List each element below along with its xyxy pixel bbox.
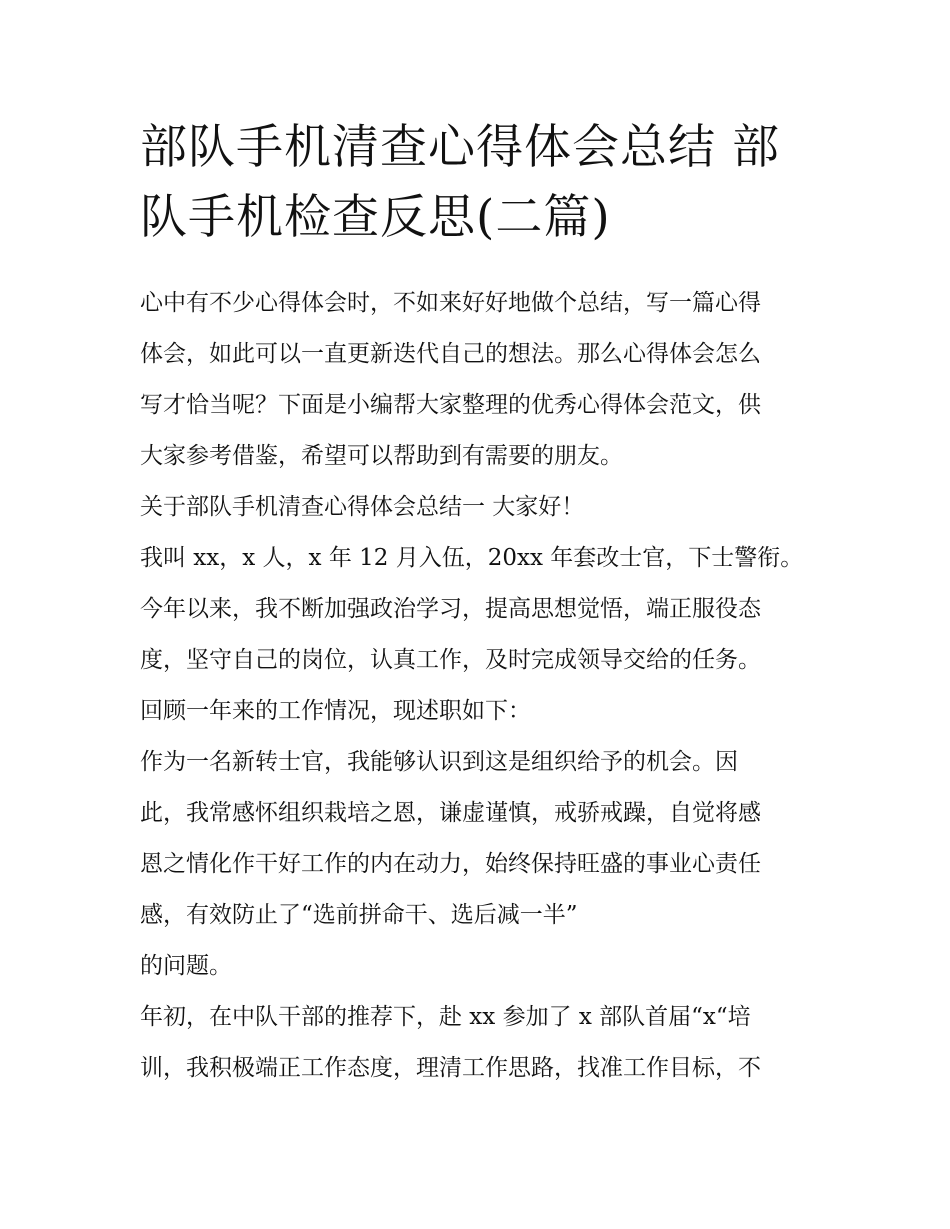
body-line: 度，坚守自己的岗位，认真工作，及时完成领导交给的任务。 bbox=[140, 647, 761, 673]
body-line: 感，有效防止了“选前拼命干、选后减一半” bbox=[140, 902, 578, 928]
body-line: 写才恰当呢？下面是小编帮大家整理的优秀心得体会范文，供 bbox=[140, 392, 761, 418]
body-line: 大家参考借鉴，希望可以帮助到有需要的朋友。 bbox=[140, 443, 623, 469]
body-line: 作为一名新转士官，我能够认识到这是组织给予的机会。因 bbox=[140, 749, 738, 775]
body-line: 年初，在中队干部的推荐下，赴 xx 参加了 x 部队首届“x“培 bbox=[140, 1004, 751, 1030]
body-line: 回顾一年来的工作情况，现述职如下： bbox=[140, 698, 531, 724]
body-line: 心中有不少心得体会时，不如来好好地做个总结，写一篇心得 bbox=[140, 290, 761, 316]
body-line: 的问题。 bbox=[140, 953, 232, 979]
body-line: 今年以来，我不断加强政治学习，提高思想觉悟，端正服役态 bbox=[140, 596, 761, 622]
body-line: 我叫 xx，x 人，x 年 12 月入伍，20xx 年套改士官，下士警衔。 bbox=[140, 545, 804, 571]
body-line: 恩之情化作干好工作的内在动力，始终保持旺盛的事业心责任 bbox=[140, 851, 761, 877]
body-line: 训，我积极端正工作态度，理清工作思路，找准工作目标，不 bbox=[140, 1055, 761, 1081]
document-title bbox=[140, 113, 820, 253]
document-body bbox=[140, 278, 820, 1094]
title-line: 部队手机清查心得体会总结 部 bbox=[140, 120, 780, 175]
title-line: 队手机检查反思(二篇) bbox=[140, 190, 611, 245]
body-line: 体会，如此可以一直更新迭代自己的想法。那么心得体会怎么 bbox=[140, 341, 761, 367]
section-heading-line: 关于部队手机清查心得体会总结一 大家好！ bbox=[140, 494, 585, 520]
body-line: 此，我常感怀组织栽培之恩，谦虚谨慎，戒骄戒躁，自觉将感 bbox=[140, 800, 761, 826]
